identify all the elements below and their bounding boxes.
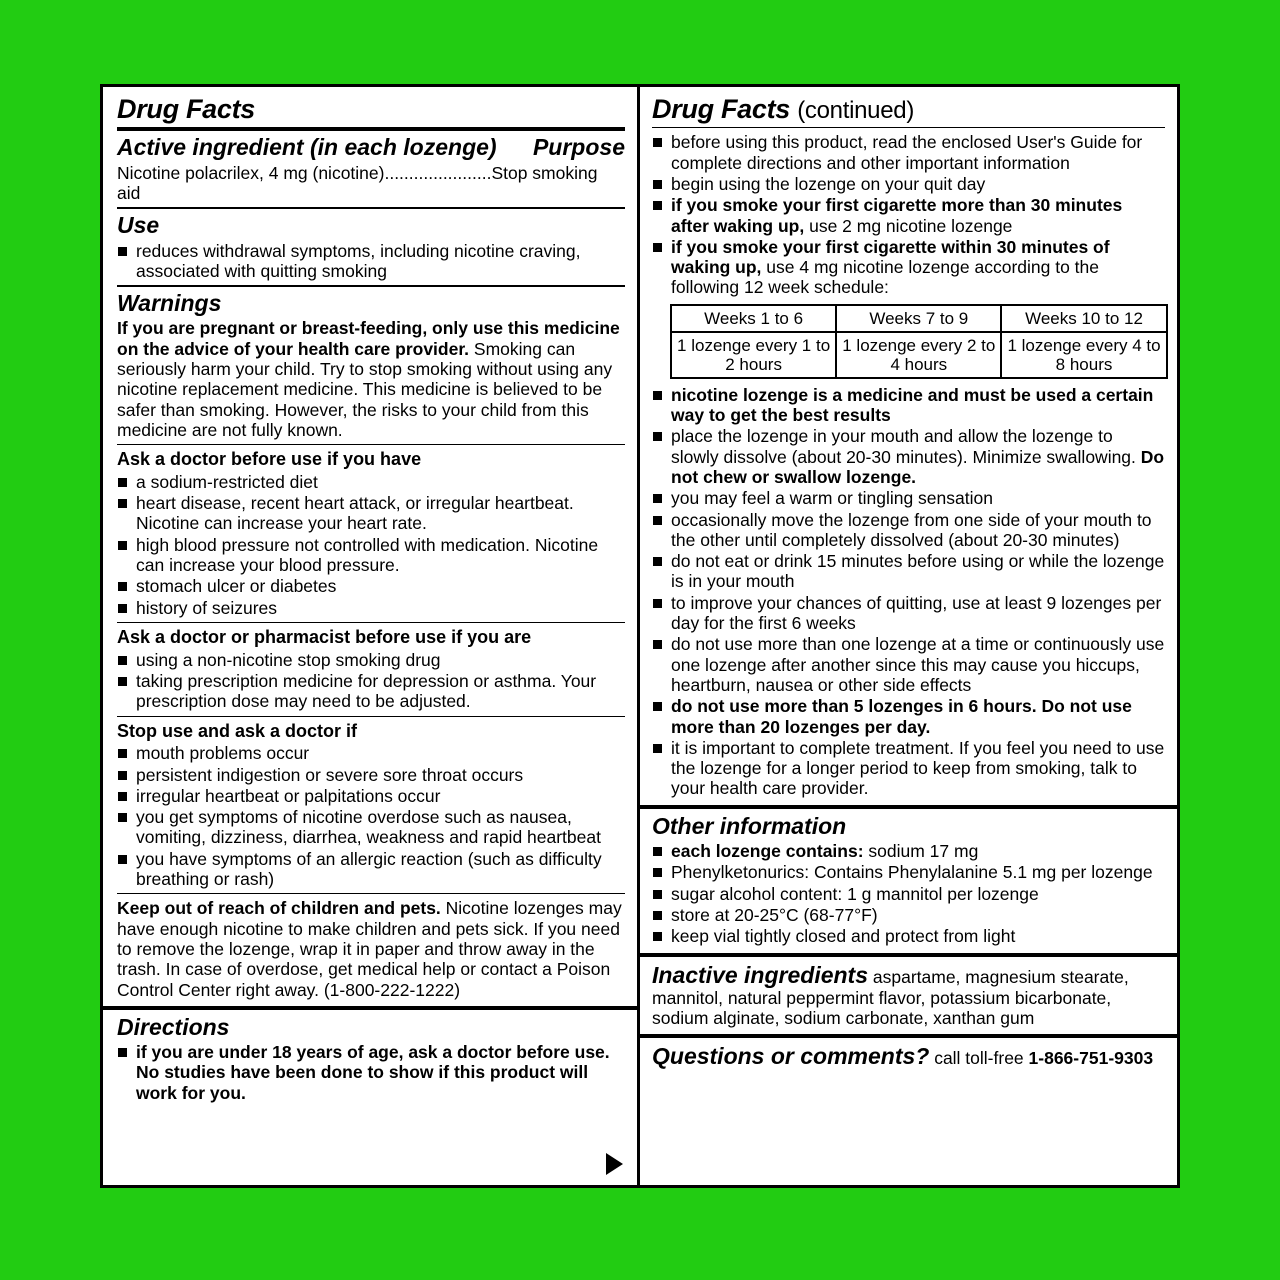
list-item: do not eat or drink 15 minutes before using or while the lozenge is in your mouth [652, 551, 1165, 592]
table-cell: 1 lozenge every 4 to 8 hours [1001, 332, 1166, 378]
inactive-ingredients-paragraph [652, 962, 1165, 1029]
ask-pharmacist-heading: Ask a doctor or pharmacist before use if you are [117, 626, 532, 647]
list-item: keep vial tightly closed and protect from light [652, 926, 1165, 946]
use-list [117, 241, 625, 282]
list-item-bold: each lozenge contains: [671, 841, 864, 862]
list-item: you may feel a warm or tingling sensation [652, 488, 1165, 508]
directions-heading: Directions [117, 1013, 230, 1040]
continue-arrow-icon [606, 1153, 623, 1175]
list-item: if you are under 18 years of age, ask a doctor before use. No studies have been done to show if this product will work for you. [117, 1042, 625, 1103]
divider [103, 1006, 637, 1010]
list-item-text: place the lozenge in your mouth and allow the lozenge to slowly dissolve (about 20-30 minutes). Minimize swallowing. [671, 426, 1141, 467]
divider [117, 207, 625, 209]
table-header-cell: Weeks 10 to 12 [1001, 305, 1166, 332]
use-section [117, 213, 625, 281]
stop-use-section [117, 721, 625, 890]
keep-out-of-reach-section [117, 898, 625, 999]
list-item [652, 841, 1165, 861]
list-item: taking prescription medicine for depression or asthma. Your prescription dose may need to be adjusted. [117, 671, 625, 712]
warnings-bold-text: If you are pregnant or breast-feeding, only use this medicine on the advice of your health care provider. [117, 318, 620, 359]
inactive-ingredients-section [652, 962, 1165, 1029]
list-item: stomach ulcer or diabetes [117, 576, 625, 596]
ask-pharmacist-list [117, 650, 625, 712]
list-item: it is important to complete treatment. If you feel you need to use the lozenge for a longer period to keep from smoking, talk to your health care provider. [652, 738, 1165, 799]
divider [640, 953, 1177, 957]
warnings-rest-text: Smoking can seriously harm your child. Try to stop smoking without using any nicotine replacement medicine. This medicine is believed to be safer than smoking. However, the risks to your child from this medicine are not fully known. [117, 338, 613, 440]
list-item: sugar alcohol content: 1 g mannitol per lozenge [652, 884, 1165, 904]
directions-section [117, 1015, 625, 1103]
active-ingredient-heading-label: Active ingredient (in each lozenge) [117, 134, 497, 161]
page-title-continued-label: (continued) [797, 97, 915, 124]
divider [640, 1034, 1177, 1038]
warnings-section [117, 291, 625, 440]
list-item-bold-tail: Do not chew or swallow lozenge. [671, 446, 1165, 487]
list-item [652, 237, 1165, 298]
divider [117, 893, 625, 894]
stop-use-list [117, 743, 625, 889]
list-item: reduces withdrawal symptoms, including nicotine craving, associated with quitting smoking [117, 241, 625, 282]
list-item: before using this product, read the enclosed User's Guide for complete directions and other important information [652, 132, 1165, 173]
ask-pharmacist-section [117, 627, 625, 712]
divider [652, 127, 1165, 128]
list-item-text: sodium 17 mg [863, 841, 979, 862]
keep-out-rest-text: Nicotine lozenges may have enough nicotine to make children and pets sick. If you need to remove the lozenge, wrap it in paper and throw away in the trash. In case of overdose, get medical help or contact a Poison Control Center right away. (1-800-222-1222) [117, 898, 622, 1000]
list-item: high blood pressure not controlled with medication. Nicotine can increase your blood pressure. [117, 535, 625, 576]
divider [117, 444, 625, 445]
list-item: using a non-nicotine stop smoking drug [117, 650, 625, 670]
directions-list [117, 1042, 625, 1103]
keep-out-bold-text: Keep out of reach of children and pets. [117, 898, 441, 919]
drug-facts-left-panel [100, 84, 640, 1188]
list-item: occasionally move the lozenge from one side of your mouth to the other until completely dissolved (about 20-30 minutes) [652, 510, 1165, 551]
questions-text: call toll-free [929, 1048, 1029, 1069]
divider [117, 127, 625, 131]
dosing-schedule-table [670, 304, 1168, 379]
active-ingredient-heading [117, 135, 625, 160]
divider [640, 805, 1177, 809]
inactive-ingredients-text: aspartame, magnesium stearate, mannitol, natural peppermint flavor, potassium bicarbonate, sodium alginate, sodium carbonate, xanthan gum [652, 966, 1129, 1029]
list-item: a sodium-restricted diet [117, 472, 625, 492]
use-heading: Use [117, 212, 160, 239]
list-item-text: use 2 mg nicotine lozenge [804, 215, 1013, 236]
other-information-heading: Other information [652, 812, 847, 839]
questions-heading: Questions or comments? [652, 1043, 930, 1070]
stop-use-heading: Stop use and ask a doctor if [117, 720, 358, 741]
warnings-heading: Warnings [117, 290, 222, 317]
other-information-section [652, 814, 1165, 947]
list-item: mouth problems occur [117, 743, 625, 763]
list-item: do not use more than one lozenge at a time or continuously use one lozenge after another since this may cause you hiccups, heartburn, nausea or other side effects [652, 634, 1165, 695]
list-item: Phenylketonurics: Contains Phenylalanine 5.1 mg per lozenge [652, 862, 1165, 882]
active-ingredient-line: Nicotine polacrilex, 4 mg (nicotine)......................Stop smoking aid [117, 162, 598, 203]
table-row [671, 305, 1167, 332]
ask-doctor-heading: Ask a doctor before use if you have [117, 449, 422, 470]
directions-continued-list [652, 132, 1165, 297]
purpose-heading: Purpose [532, 134, 625, 161]
list-item: persistent indigestion or severe sore throat occurs [117, 765, 625, 785]
divider [117, 285, 625, 287]
warnings-paragraph [117, 318, 625, 440]
list-item: nicotine lozenge is a medicine and must be used a certain way to get the best results [652, 385, 1165, 426]
questions-section [652, 1043, 1165, 1071]
list-item [652, 426, 1165, 487]
list-item: irregular heartbeat or palpitations occur [117, 786, 625, 806]
page-title: Drug Facts [117, 94, 256, 124]
questions-phone-number[interactable]: 1-866-751-9303 [1028, 1048, 1154, 1069]
page-title-text: Drug Facts [652, 94, 791, 124]
ask-doctor-section [117, 449, 625, 618]
list-item-bold: if you smoke your first cigarette more than 30 minutes after waking up, [671, 195, 1123, 236]
other-information-list [652, 841, 1165, 946]
inactive-ingredients-heading: Inactive ingredients [652, 961, 869, 988]
drug-facts-right-panel [640, 84, 1180, 1188]
ask-doctor-list [117, 472, 625, 618]
list-item: to improve your chances of quitting, use at least 9 lozenges per day for the first 6 weeks [652, 593, 1165, 634]
active-ingredient-section [117, 135, 625, 203]
list-item: history of seizures [117, 598, 625, 618]
table-header-cell: Weeks 7 to 9 [836, 305, 1001, 332]
list-item: you have symptoms of an allergic reaction (such as difficulty breathing or rash) [117, 849, 625, 890]
list-item: heart disease, recent heart attack, or irregular heartbeat. Nicotine can increase your heart rate. [117, 493, 625, 534]
list-item [652, 195, 1165, 236]
keep-out-paragraph [117, 898, 625, 999]
divider [117, 622, 625, 623]
questions-paragraph [652, 1043, 1165, 1071]
list-item: do not use more than 5 lozenges in 6 hours. Do not use more than 20 lozenges per day. [652, 696, 1165, 737]
list-item: you get symptoms of nicotine overdose such as nausea, vomiting, dizziness, diarrhea, weakness and rapid heartbeat [117, 807, 625, 848]
table-cell: 1 lozenge every 2 to 4 hours [836, 332, 1001, 378]
table-header-cell: Weeks 1 to 6 [671, 305, 836, 332]
table-row [671, 332, 1167, 378]
list-item: begin using the lozenge on your quit day [652, 174, 1165, 194]
list-item-text: use 4 mg nicotine lozenge according to the following 12 week schedule: [671, 257, 1100, 298]
list-item: store at 20-25°C (68-77°F) [652, 905, 1165, 925]
directions-continued-list-2 [652, 385, 1165, 799]
list-item-bold: if you smoke your first cigarette within 30 minutes of waking up, [671, 236, 1110, 278]
divider [117, 716, 625, 717]
table-cell: 1 lozenge every 1 to 2 hours [671, 332, 836, 378]
page-title-continued [652, 95, 1165, 123]
